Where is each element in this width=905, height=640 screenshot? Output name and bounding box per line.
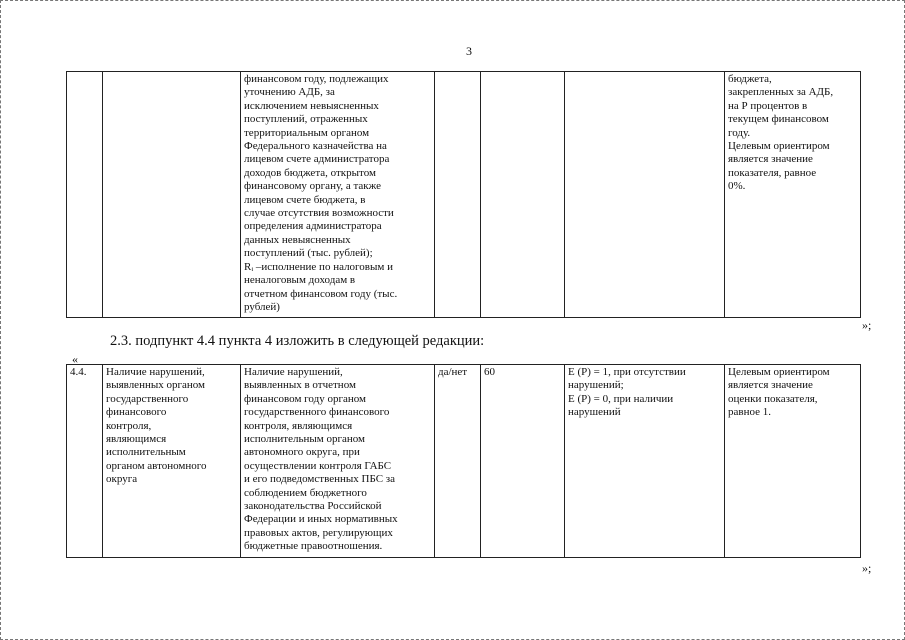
opening-quote: « <box>72 352 78 366</box>
table-cell-weight <box>481 72 565 318</box>
table-cell-formula <box>565 72 725 318</box>
page-edge-left <box>0 0 2 640</box>
indicator-name: Наличие нарушений, выявленных органом государственного финансового контроля, являющимся исполнительным органом автономного округа <box>106 366 207 486</box>
indicator-unit: да/нет <box>438 366 468 378</box>
table-cell-target <box>725 365 861 558</box>
table-cell-unit <box>435 365 481 558</box>
indicator-target: Целевым ориентиром является значение оценки показателя, равное 1. <box>728 366 830 419</box>
indicator-number: 4.4. <box>70 366 87 378</box>
table-cell-weight <box>481 365 565 558</box>
table-row <box>67 365 861 558</box>
page-number: 3 <box>466 44 472 58</box>
indicator-table-new <box>66 364 861 558</box>
closing-quote: »; <box>862 561 872 575</box>
table-cell-name <box>103 72 241 318</box>
table-cell-formula <box>565 365 725 558</box>
table-cell-name <box>103 365 241 558</box>
amendment-heading: 2.3. подпункт 4.4 пункта 4 изложить в следующей редакции: <box>110 333 485 349</box>
table-cell-number <box>67 365 103 558</box>
indicator-weight: 60 <box>484 366 495 378</box>
table-cell-target <box>725 72 861 318</box>
table-cell-description <box>241 365 435 558</box>
indicator-formula: E (P) = 1, при отсутствии нарушений; E (P) = 0, при наличии нарушений <box>568 366 686 419</box>
target-text: бюджета, закрепленных за АДБ, на Р процентов в текущем финансовом году. Целевым ориентиром является значение показателя, равное 0%. <box>728 73 834 193</box>
indicator-description: Наличие нарушений, выявленных в отчетном финансовом году органом государственного финансового контроля, являющимся исполнительным органом автономного округа, при осуществлении контроля ГАБС и его подведомственных ПБС за соблюдением бюджетного законодательства Российской Федерации и иных нормативных правовых актов, регулирующих бюджетные правоотношения. <box>244 366 398 553</box>
table-row <box>67 72 861 318</box>
table-cell-unit <box>435 72 481 318</box>
indicator-table-continued <box>66 71 861 318</box>
description-text: финансовом году, подлежащих уточнению АДБ, за исключением невыясненных поступлений, отраженных территориальным органом Федерального казначейства на лицевом счете администратора доходов бюджета, открытом финансовому органу, а также лицевом счете бюджета, в случае отсутствия возможности определения администратора данных невыясненных поступлений (тыс. рублей); Rᵢ –исполнение по налоговым и неналоговым доходам в отчетном финансовом году (тыс. рублей) <box>244 73 398 313</box>
page-edge-top <box>0 0 905 2</box>
closing-quote: »; <box>862 318 872 332</box>
table-cell-description <box>241 72 435 318</box>
table-cell-number <box>67 72 103 318</box>
